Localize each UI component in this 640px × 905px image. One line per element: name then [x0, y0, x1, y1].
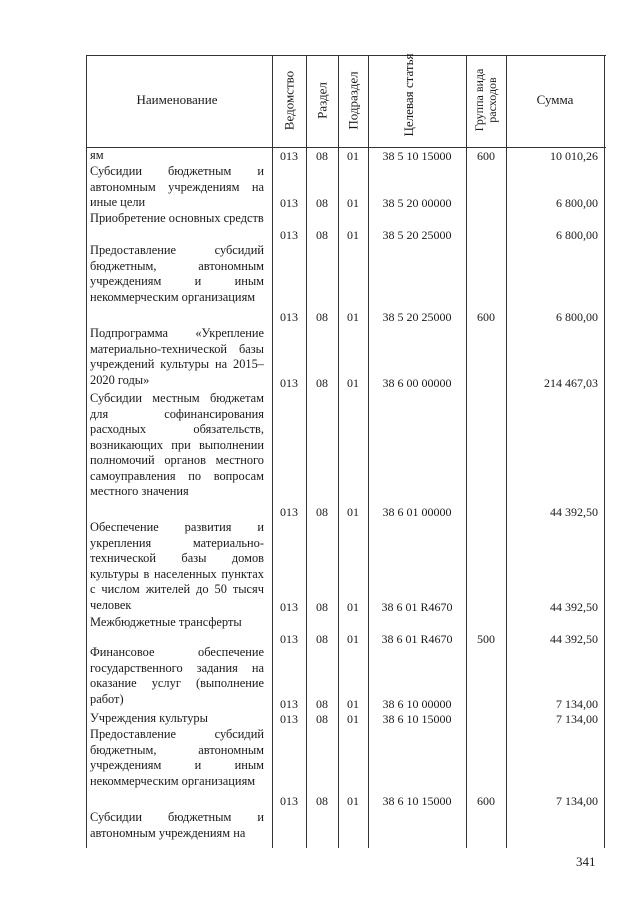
page-number: 341	[576, 854, 596, 869]
header-razdel: Раздел	[314, 82, 330, 119]
row-name: Предоставление субсидий бюджетным, автономным учреждениям и иным некоммерческим организациям	[90, 243, 264, 304]
row-celevaya: 38 6 01 R4670	[381, 632, 453, 646]
row-ved: 013	[280, 712, 298, 726]
row-summa: 44 392,50	[550, 632, 598, 646]
row-razdel: 08	[316, 632, 328, 646]
row-razdel: 08	[316, 712, 328, 726]
row-celevaya: 38 6 10 15000	[382, 794, 452, 808]
row-name: ям	[90, 148, 104, 162]
row-podrazdel: 01	[347, 376, 359, 390]
row-celevaya: 38 5 20 25000	[382, 228, 452, 242]
row-name: Межбюджетные трансферты	[90, 615, 242, 629]
row-celevaya: 38 6 01 R4670	[381, 600, 453, 614]
row-podrazdel: 01	[347, 794, 359, 808]
col-divider-ved	[306, 55, 307, 848]
row-podrazdel: 01	[347, 196, 359, 210]
col-divider-celevaya	[466, 55, 467, 848]
row-ved: 013	[280, 149, 298, 163]
row-name: Субсидии бюджетным и автономным учреждениям на иные цели	[90, 164, 264, 209]
row-summa: 214 467,03	[544, 376, 598, 390]
header-ved: Ведомство	[281, 70, 297, 131]
row-celevaya: 38 5 20 00000	[382, 196, 452, 210]
header-gruppa-text: Группа вида расходов	[472, 68, 499, 132]
row-name: Субсидии бюджетным и автономным учреждениям на	[90, 810, 264, 840]
header-name: Наименование	[136, 92, 218, 107]
row-summa: 6 800,00	[556, 310, 598, 324]
row-celevaya: 38 6 10 15000	[382, 712, 452, 726]
row-ved: 013	[280, 600, 298, 614]
row-podrazdel: 01	[347, 228, 359, 242]
row-summa: 7 134,00	[556, 712, 598, 726]
row-summa: 10 010,26	[550, 149, 598, 163]
row-summa: 6 800,00	[556, 228, 598, 242]
row-razdel: 08	[316, 600, 328, 614]
table-left-border	[86, 55, 87, 848]
row-celevaya: 38 6 10 00000	[382, 697, 452, 711]
row-summa: 7 134,00	[556, 794, 598, 808]
row-razdel: 08	[316, 310, 328, 324]
row-summa: 44 392,50	[550, 600, 598, 614]
row-ved: 013	[280, 228, 298, 242]
col-divider-podrazdel	[368, 55, 369, 848]
row-summa: 44 392,50	[550, 505, 598, 519]
row-gruppa: 600	[477, 310, 495, 324]
header-celevaya	[402, 50, 432, 140]
header-summa: Сумма	[536, 92, 574, 107]
row-name: Финансовое обеспечение государственного задания на оказание услуг (выполнение работ)	[90, 645, 264, 706]
row-razdel: 08	[316, 794, 328, 808]
row-razdel: 08	[316, 196, 328, 210]
row-podrazdel: 01	[347, 505, 359, 519]
col-divider-name	[272, 55, 273, 848]
header-celevaya-text: Целевая статья	[401, 53, 416, 137]
col-divider-gruppa	[506, 55, 507, 848]
row-ved: 013	[280, 632, 298, 646]
row-ved: 013	[280, 310, 298, 324]
header-podrazdel: Подраздел	[345, 71, 361, 130]
row-podrazdel: 01	[347, 310, 359, 324]
row-ved: 013	[280, 196, 298, 210]
row-ved: 013	[280, 794, 298, 808]
row-razdel: 08	[316, 376, 328, 390]
row-gruppa: 600	[477, 149, 495, 163]
row-ved: 013	[280, 505, 298, 519]
row-celevaya: 38 5 10 15000	[382, 149, 452, 163]
table-right-border	[604, 55, 605, 848]
row-celevaya: 38 6 00 00000	[382, 376, 452, 390]
row-celevaya: 38 5 20 25000	[382, 310, 452, 324]
row-name: Подпрограмма «Укрепление материально-технической базы учреждений культуры на 2015–2020 годы»	[90, 326, 264, 387]
row-name: Субсидии местным бюджетам для софинансирования расходных обязательств, возникающих при выполнении полномочий органов местного самоуправления по вопросам местного значения	[90, 391, 264, 498]
row-name: Обеспечение развития и укрепления материально-технической базы домов культуры в населенных пунктах с числом жителей до 50 тысяч человек	[90, 520, 264, 612]
col-divider-razdel	[338, 55, 339, 848]
row-razdel: 08	[316, 505, 328, 519]
row-name: Учреждения культуры	[90, 711, 208, 725]
row-razdel: 08	[316, 228, 328, 242]
row-gruppa: 500	[477, 632, 495, 646]
row-name: Предоставление субсидий бюджетным, автономным учреждениям и иным некоммерческим организациям	[90, 727, 264, 788]
row-podrazdel: 01	[347, 697, 359, 711]
row-celevaya: 38 6 01 00000	[382, 505, 452, 519]
row-name: Приобретение основных средств	[90, 211, 264, 225]
row-ved: 013	[280, 697, 298, 711]
row-summa: 6 800,00	[556, 196, 598, 210]
header-gruppa	[473, 55, 499, 145]
row-ved: 013	[280, 376, 298, 390]
row-razdel: 08	[316, 149, 328, 163]
row-podrazdel: 01	[347, 632, 359, 646]
row-summa: 7 134,00	[556, 697, 598, 711]
row-gruppa: 600	[477, 794, 495, 808]
row-podrazdel: 01	[347, 149, 359, 163]
row-podrazdel: 01	[347, 600, 359, 614]
row-podrazdel: 01	[347, 712, 359, 726]
row-razdel: 08	[316, 697, 328, 711]
